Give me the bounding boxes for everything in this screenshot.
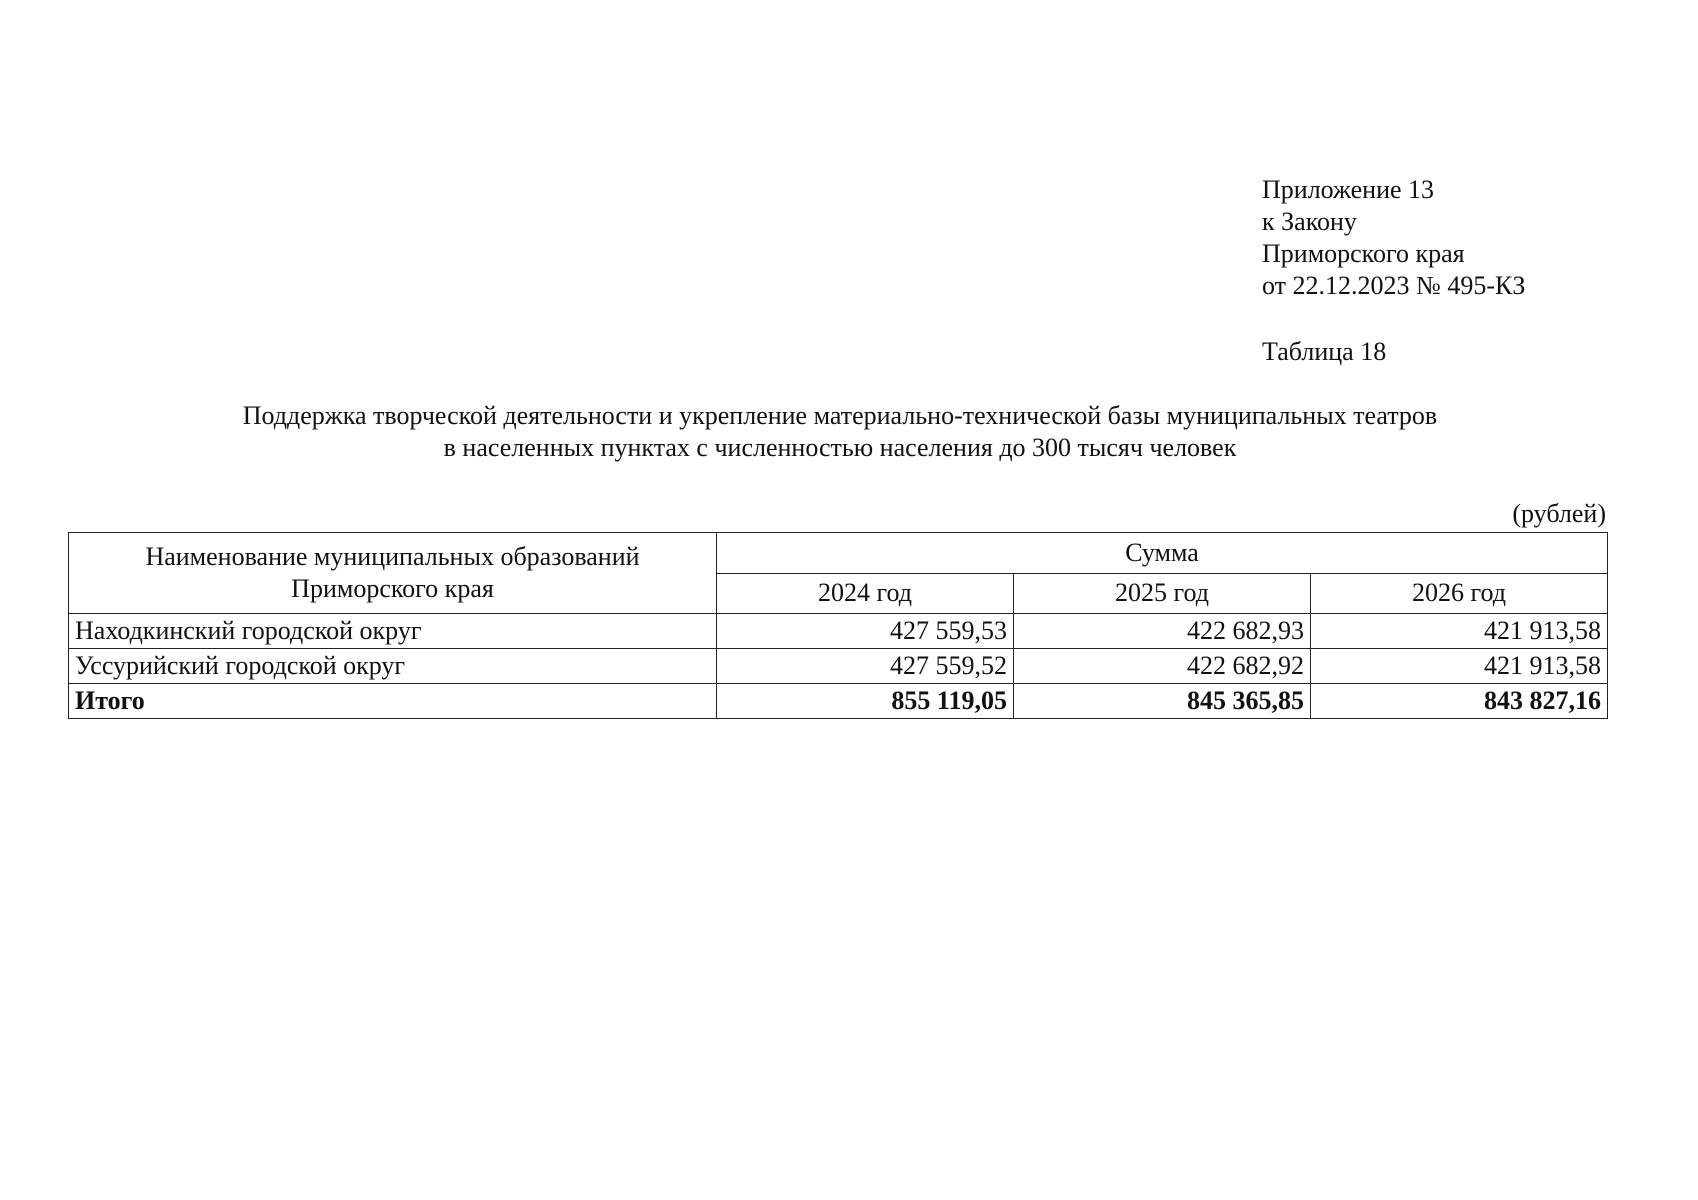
year-header-2025: 2025 год (1014, 573, 1311, 614)
table-row (69, 614, 1608, 649)
municipality-name-header (69, 533, 717, 614)
total-2024-cell: 855 119,05 (717, 684, 1014, 719)
municipality-name-cell: Уссурийский городской округ (69, 649, 717, 684)
sum-header: Сумма (717, 533, 1608, 574)
document-title-line-1: Поддержка творческой деятельности и укрепление материально-технической базы муниципальных театров (242, 401, 1438, 430)
amount-2024-cell: 427 559,52 (717, 649, 1014, 684)
appendix-line: Приморского края (1262, 239, 1465, 268)
appendix-line: к Закону (1262, 207, 1357, 236)
amount-2026-cell: 421 913,58 (1311, 614, 1608, 649)
appendix-line: от 22.12.2023 № 495-КЗ (1262, 271, 1526, 300)
units-label: (рублей) (1512, 499, 1606, 528)
total-label-cell: Итого (69, 684, 717, 719)
table-row (69, 649, 1608, 684)
budget-table (68, 532, 1608, 719)
document-title-line-2: в населенных пунктах с численностью населения до 300 тысяч человек (443, 433, 1237, 462)
amount-2024-cell: 427 559,53 (717, 614, 1014, 649)
total-2025-cell: 845 365,85 (1014, 684, 1311, 719)
year-header-2024: 2024 год (717, 573, 1014, 614)
amount-2025-cell: 422 682,92 (1014, 649, 1311, 684)
appendix-line: Приложение 13 (1262, 175, 1435, 204)
municipality-name-cell: Находкинский городской округ (69, 614, 717, 649)
table-header-row (69, 533, 1608, 574)
appendix-reference (1262, 174, 1525, 302)
municipality-name-header-line-1: Наименование муниципальных образований (145, 542, 640, 571)
total-row (69, 684, 1608, 719)
document-title (60, 400, 1620, 464)
amount-2026-cell: 421 913,58 (1311, 649, 1608, 684)
amount-2025-cell: 422 682,93 (1014, 614, 1311, 649)
total-2026-cell: 843 827,16 (1311, 684, 1608, 719)
municipality-name-header-line-2: Приморского края (291, 574, 494, 603)
table-number: Таблица 18 (1262, 337, 1387, 366)
year-header-2026: 2026 год (1311, 573, 1608, 614)
